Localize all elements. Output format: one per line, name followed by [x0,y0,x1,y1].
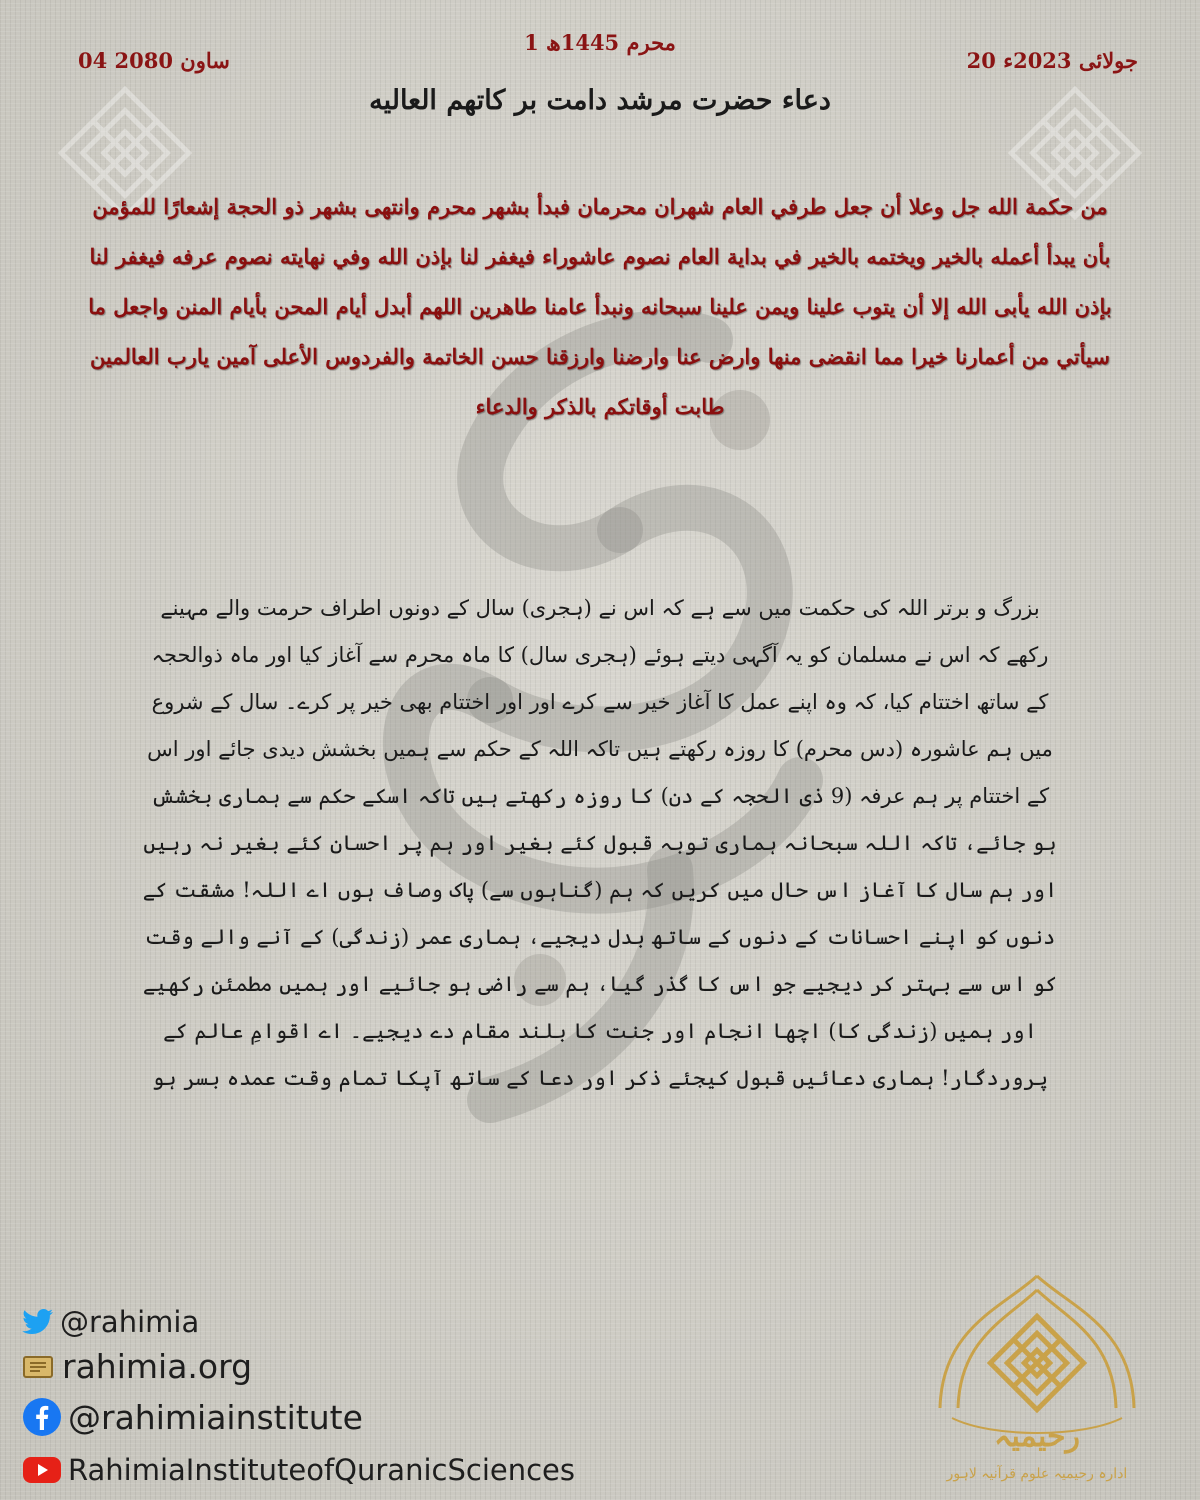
facebook-link[interactable] [22,1397,363,1437]
youtube-link[interactable] [22,1453,575,1487]
hijri-date: 1 محرم 1445ھ [524,30,676,55]
logo-subtitle: ادارہ رحیمیہ علوم قرآنیہ لاہور [946,1466,1128,1482]
twitter-link[interactable] [22,1305,199,1339]
website-url: rahimia.org [62,1347,253,1386]
bikrami-date: 04 ساون 2080 [78,48,230,73]
gregorian-date: 20 جولائی 2023ء [966,48,1138,73]
logo-name: رحیمیہ [993,1419,1081,1454]
web-icon [22,1353,56,1381]
facebook-icon [22,1397,62,1437]
rahimia-logo [912,1268,1162,1498]
twitter-icon [22,1308,54,1336]
twitter-handle: @rahimia [60,1305,200,1339]
youtube-channel: RahimiaInstituteofQuranicSciences [68,1453,575,1487]
facebook-handle: @rahimiainstitute [68,1397,363,1437]
page-title: دعاء حضرت مرشد دامت بر کاتهم العالیه [369,85,831,116]
youtube-icon [22,1455,62,1485]
website-link[interactable] [22,1347,252,1386]
arabic-prayer-text: من حكمة الله جل وعلا أن جعل طرفي العام شهران محرمان فبدأ بشهر محرم وانتهى بشهر ذو الحجة إشعارًا للمؤمن بأن يبدأ أعمله بالخير ويختمه بالخير في بداية العام نصوم عاشوراء فيغفر لنا بإذن الله وفي نهايته نصوم عرفه فيغفر لنا بإذن الله يأبى الله إلا أن يتوب علينا ويمن علينا سبحانه ونبدأ عامنا طاهرين اللهم أبدل أيام المحن بأيام المنن واجعل ما سيأتي من أعمارنا خيرا مما انقضى منها وارض عنا وارضنا وارزقنا حسن الخاتمة والفردوس الأعلى آمين يارب العالمين طابت أوقاتكم بالذكر والدعاء [88,194,1112,419]
urdu-translation-text: بزرگ و برتر اللہ کی حکمت میں سے ہے کہ اس نے (ہجری) سال کے دونوں اطراف حرمت والے مہینے رکھے کہ اس نے مسلمان کو یہ آگہی دیتے ہوئے (ہجری سال) کا ماہ محرم سے آغاز کیا اور ماہ ذوالحجہ کے ساتھ اختتام کیا، کہ وہ اپنے عمل کا آغاز خیر سے کرے اور اور اختتام بھی خیر پر کرے۔ سال کے شروع میں ہم عاشورہ (دس محرم) کا روزہ رکھتے ہیں تاکہ اللہ کے حکم سے ہمیں بخشش دیدی جائے اور اس کے اختتام پر ہم عرفہ (9 ذی الحجہ کے دن) کا روزہ رکھتے ہیں تاکہ اسکے حکم سے ہماری بخشش ہو جائے، تاکہ اللہ سبحانہ ہماری توبہ قبول کئے بغیر اور ہم پر احسان کئے بغیر نہ رہیں اور ہم سال کا آغاز اس حال میں کریں کہ ہم (گناہوں سے) پاک وصاف ہوں اے اللہ! مشقت کے دنوں کو اپنے احسانات کے دنوں کے ساتھ بدل دیجیے، ہماری عمر (زندگی) کے آنے والے وقت کو اس سے بہتر کر دیجیے جو اس کا گذر گیا، ہم سے راضی ہو جائیے اور ہمیں مطمئن رکھیے اور ہمیں (زندگی کا) اچھا انجام اور جنت کا بلند مقام دے دیجیے۔ اے اقوامِ عالم کے پروردگار! ہماری دعائیں قبول کیجئے ذکر اور دعا کے ساتھ آپکا تمام وقت عمدہ بسر ہو [142,596,1058,1090]
